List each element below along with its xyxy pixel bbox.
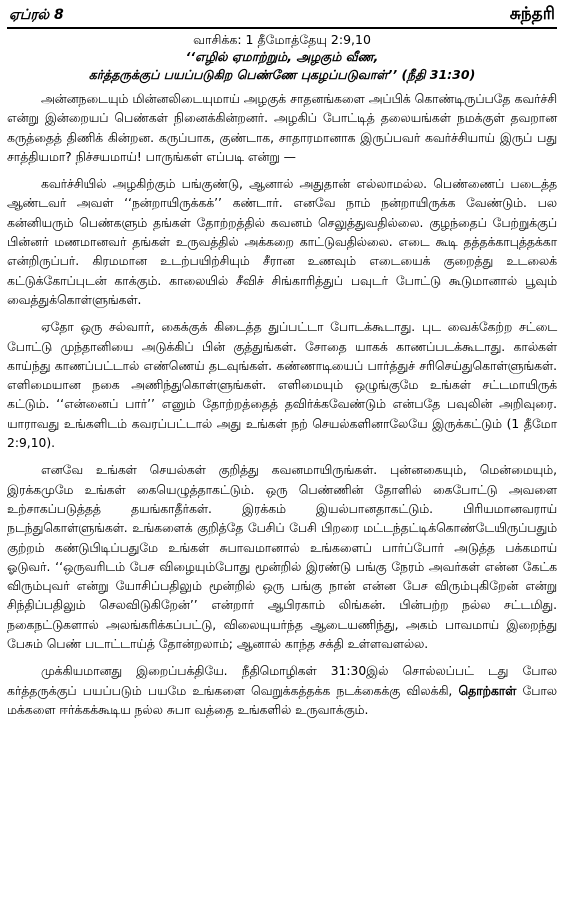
paragraph-2: கவர்ச்சியில் அழகிற்கும் பங்குண்டு, ஆனால் அதுதான் எல்லாமல்ல. பெண்ணைப் படைத்த ஆண்டவர் அவள் ‘‘நன்றாயிருக்கக்’’ கண்டார். எனவே நாம் நன்றாயிருக்க வேண்டும். பல கன்னியரும் பெண்களும் தங்கள் தோற்றத்தில் கவனம் செலுத்துவதில்லை. குழந்தைப் பேற்றுக்குப் பின்னர் மணமானவர் தங்கள் உருவத்தில் அக்கறை காட்டுவதில்லை. எடை கூடி தத்தக்காபுத்தக்கா என்றிருப்பர். கிரமமான உடற்பயிற்சியும் சீரான உணவும் எடையைக் குறைத்து உடலைக் கட்டுக்கோப்புடன் காக்கும். காலையில் சீவிச் சிங்காரித்துப் பவுடர் போட்டு கூடுமானால் பூவும் வைத்துக்கொள்ளுங்கள். [7, 177, 557, 307]
paragraph-5-text: முக்கியமானது இறைப்பக்தியே. நீதிமொழிகள் 31:30இல் சொல்லப்பட் டது போல கர்த்தருக்குப் பயப்படும் பயமே உங்களை வெறுக்கத்தக்க நடக்கைக்கு விலக்கி, [7, 664, 557, 698]
paragraph-5-tail: போல மக்களை ஈர்க்கக்கூடிய நல்ல சுபா வத்தை உங்களில் உருவாக்கும். [7, 683, 557, 717]
page-date: ஏப்ரல் 8 [9, 7, 64, 23]
key-verse-line-2: கர்த்தருக்குப் பயப்படுகிற பெண்ணே புகழப்படுவாள்’’ (நீதி 31:30) [88, 67, 476, 82]
paragraph-4: எனவே உங்கள் செயல்கள் குறித்து கவனமாயிருங்கள். புன்னகையும், மென்மையும், இரக்கமுமே உங்கள் கையெழுத்தாகட்டும். ஒரு பெண்ணின் தோளில் கைபோட்டு அவளை உற்சாகப்படுத்தத் தயங்காதீர்கள். இரக்கம் இயல்பானதாகட்டும். பிரியமானவராய் நடந்துகொள்ளுங்கள். உங்களைக் குறித்தே பேசிப் பேசி பிறரை மட்டந்தட்டிக்கொண்டேயிருப்பதும் குற்றம் கண்டுபிடிப்பதுமே உங்கள் சுபாவமானால் உங்களைப் பார்ப்போர் அடுத்த பக்கமாய் ஓடுவர். ‘‘ஒருவரிடம் பேச விழையும்போது மூன்றில் இரண்டு பங்கு நேரம் அவர்கள் என்ன கேட்க விரும்புவர் என்று யோசிப்பதிலும் மூன்றில் ஒரு பங்கு நான் என்ன பேச விரும்புகிறேன் என்று சிந்திப்பதிலும் செலவிடுகிறேன்’’ என்றார் ஆபிரகாம் லிங்கன். பின்பற்ற நல்ல சட்டமிது. நகைநட்டுகளால் அலங்கரிக்கப்பட்டு, விலையுயர்ந்த ஆடையணிந்து, அகம் பாவமாய் இறைந்து பேசும் பெண் படாட்டாய்த் தோன்றலாம்; ஆனால் காந்த சக்தி உள்ளவளல்ல. [7, 463, 557, 652]
paragraph-3: ஏதோ ஒரு சல்வார், கைக்குக் கிடைத்த துப்பட்டா போடக்கூடாது. புட வைக்கேற்ற சட்டை போட்டு முந்தானியை அடுக்கிப் பின் குத்துங்கள். சோதை யாகக் காணப்படக்கூடாது. கால்கள் காய்ந்து காணப்பட்டால் எண்ணெய் தடவுங்கள். கண்ணாடியைப் பார்த்துச் சரிசெய்துகொள்ளுங்கள். எளிமையான நகை அணிந்துகொள்ளுங்கள். எளிமையும் ஒழுங்குமே உங்கள் சட்டமாயிருக் கட்டும். ‘‘என்னைப் பார்’’ எனும் தோற்றத்தைத் தவிர்க்கவேண்டும் என்பதே பவுலின் அறிவுரை. யாராவது உங்களிடம் கவரப்பட்டால் அது உங்கள் நற் செயல்களினாலேயே இருக்கட்டும் (1 தீமோ 2:9,10). [7, 320, 557, 451]
key-verse-line-1: ‘‘எழில் ஏமாற்றும், அழகும் வீண, [185, 49, 379, 64]
emphasized-word: தொற்காள் [458, 683, 517, 698]
paragraph-5 [7, 662, 557, 720]
paragraph-1: அன்னநடையும் மின்னலிடையுமாய் அழகுக் சாதனங்களை அப்பிக் கொண்டிருப்பதே கவர்ச்சி என்று இன்றையப் பெண்கள் நினைக்கின்றனர். அழகிப் போட்டித் தலையங்கள் நமக்குள் தவறான கருத்தைத் திணிக் கின்றன. கருப்பாக, குண்டாக, சாதாரமானாக இருப்பவர் கவர்ச்சியாய் இருப் பது சாத்தியமா? நிச்சயமாய்! பாருங்கள் எப்படி என்று — [7, 92, 557, 164]
magazine-title: சுந்தரி [509, 4, 555, 24]
scripture-reference: வாசிக்க: 1 தீமோத்தேயு 2:9,10 [193, 32, 371, 47]
page-header [7, 0, 557, 29]
key-verse [7, 48, 557, 84]
article-body [7, 90, 557, 720]
